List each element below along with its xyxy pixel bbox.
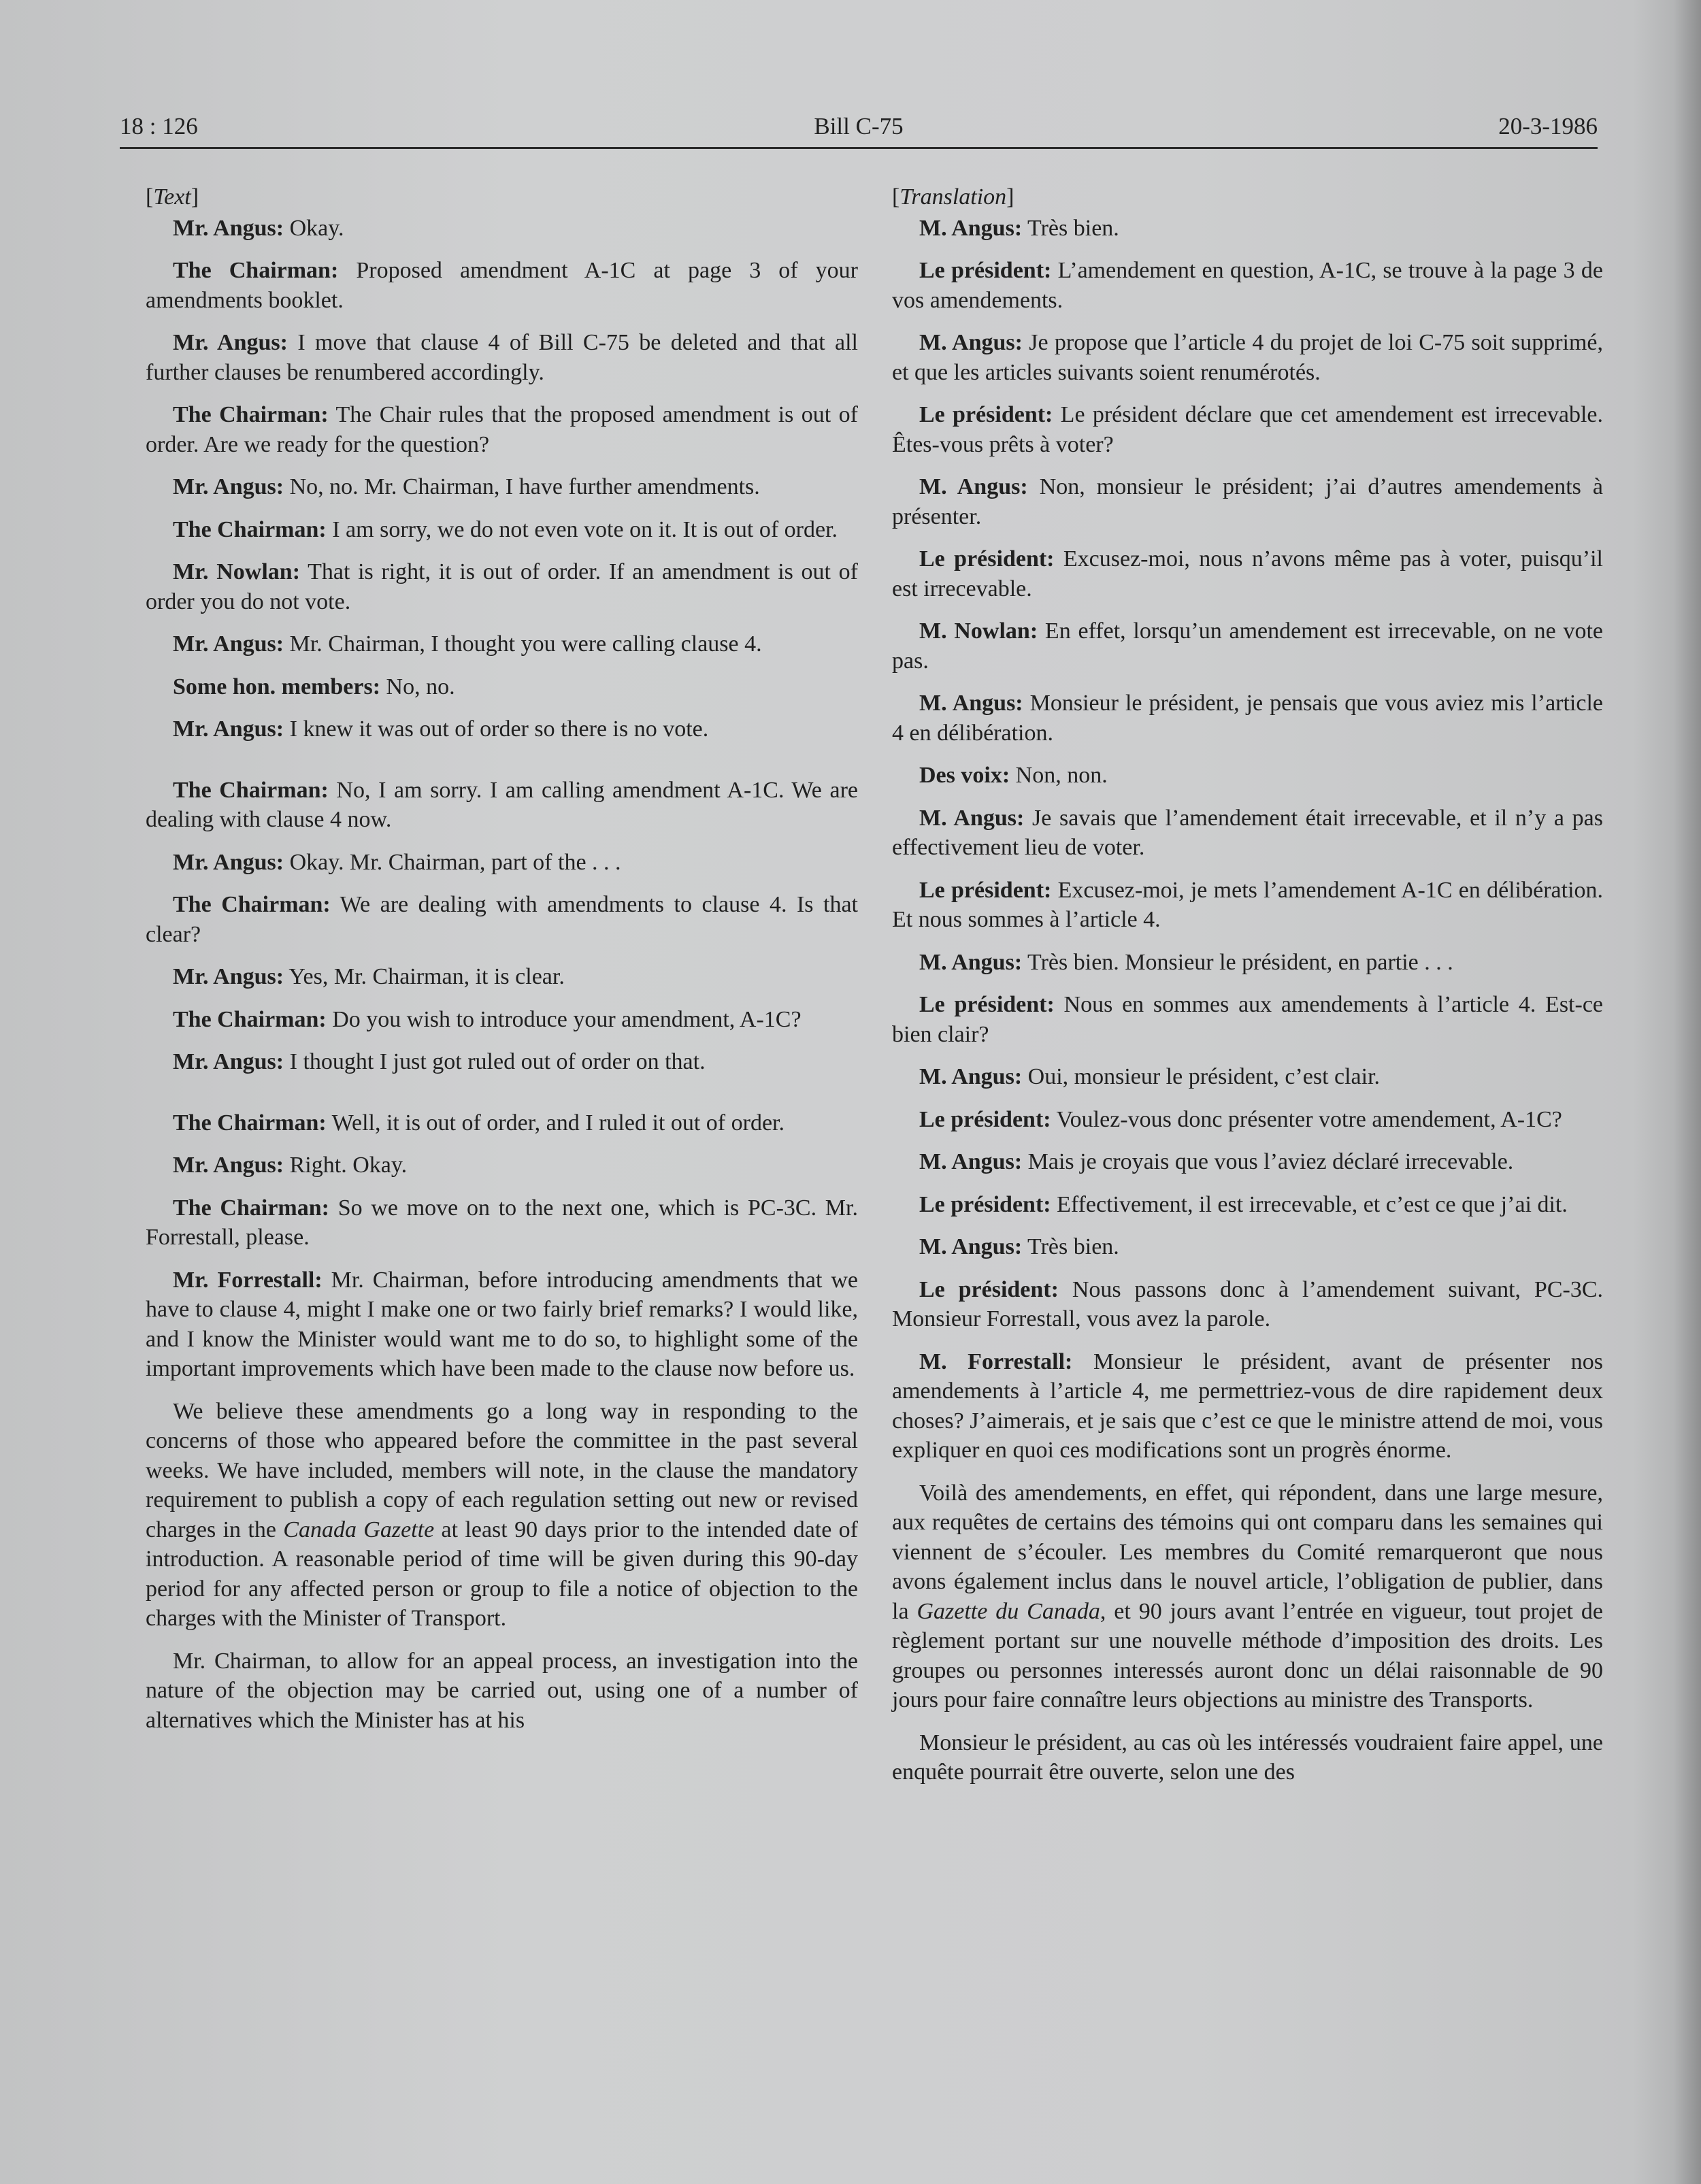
speaker-name: Mr. Angus: (173, 631, 284, 657)
speech-text: Voulez-vous donc présenter votre amendement, A-1C? (1051, 1106, 1562, 1132)
page-header (120, 113, 1598, 148)
speech-text: L’amendement en question, A-1C, se trouve à la page 3 de vos amendements. (892, 258, 1603, 313)
speech-text: No, no. (380, 674, 455, 699)
speech-text: at least 90 days prior to the intended date of introduction. A reasonable period of time will be given during this 90-day period for any affected person or group to file a notice of objection to the charges with the Minister of Transport. (146, 1517, 858, 1631)
transcript-paragraph (146, 472, 858, 502)
transcript-paragraph (146, 714, 858, 744)
speech-text: That is right, it is out of order. If an amendment is out of order you do not vote. (146, 559, 858, 614)
speech-text: Oui, monsieur le président, c’est clair. (1022, 1064, 1381, 1089)
transcript-paragraph (892, 761, 1603, 791)
speech-text: Excusez-moi, nous n’avons même pas à voter, puisqu’il est irrecevable. (892, 546, 1603, 601)
speaker-name: Mr. Nowlan: (173, 559, 301, 584)
speaker-name: Le président: (919, 1106, 1051, 1132)
header-date: 20-3-1986 (1498, 113, 1598, 139)
speech-text: Je propose que l’article 4 du projet de loi C-75 soit supprimé, et que les articles suivants soient renumérotés. (892, 330, 1604, 385)
speech-text: Monsieur le président, je pensais que vous aviez mis l’article 4 en délibération. (892, 691, 1604, 746)
speaker-name: Mr. Forrestall: (173, 1267, 323, 1293)
speech-text: Do you wish to introduce your amendment, A-1C? (326, 1006, 802, 1032)
transcript-paragraph (146, 214, 858, 244)
speech-text: Mais je croyais que vous l’aviez déclaré irrecevable. (1022, 1149, 1514, 1174)
transcript-paragraph (892, 948, 1603, 978)
speech-text: Nous passons donc à l’amendement suivant, PC-3C. Monsieur Forrestall, vous avez la parole. (892, 1276, 1603, 1331)
speaker-name: The Chairman: (173, 1195, 329, 1221)
speaker-name: Mr. Angus: (173, 716, 284, 742)
speech-text: Monsieur le président, avant de présenter nos amendements à l’article 4, me permettriez-vous de dire rapidement deux choses? J’aimerais, et je sais que c’est ce que le ministre attend de moi, vous expliquer en quoi ces modifications sont un progrès énorme. (892, 1349, 1603, 1463)
speech-text: Je savais que l’amendement était irrecevable, et il n’y a pas effectivement lieu de voter. (892, 805, 1603, 860)
speech-text: Okay. (284, 215, 344, 241)
speech-text: Proposed amendment A-1C at page 3 of your amendments booklet. (146, 258, 858, 313)
transcript-paragraph (892, 256, 1603, 315)
transcript-paragraph (146, 890, 858, 949)
speaker-name: Le président: (919, 402, 1053, 427)
speech-text: Très bien. (1022, 1234, 1119, 1259)
transcript-paragraph (892, 689, 1603, 748)
transcript-paragraph (892, 1347, 1603, 1466)
speaker-name: Mr. Angus: (173, 1153, 284, 1178)
transcript-paragraph (146, 1005, 858, 1035)
transcript-paragraph (146, 1397, 858, 1634)
transcript-paragraph (892, 1062, 1603, 1092)
transcript-paragraph (146, 400, 858, 459)
speaker-name: M. Angus: (919, 474, 1028, 499)
speech-text: Très bien. Monsieur le président, en partie . . . (1022, 949, 1453, 975)
bill-title: Bill C-75 (814, 113, 904, 139)
transcript-paragraph (892, 400, 1603, 459)
transcript-paragraph (892, 804, 1603, 863)
speaker-name: M. Angus: (919, 1234, 1023, 1259)
speaker-name: Le président: (919, 1276, 1059, 1302)
transcript-paragraph (892, 328, 1603, 387)
page-edge-shadow (1674, 0, 1701, 2184)
transcript-paragraph (892, 616, 1603, 676)
speaker-name: Le président: (919, 992, 1055, 1017)
transcript-paragraph (146, 1265, 858, 1384)
transcript-paragraph (146, 557, 858, 616)
speech-text: We are dealing with amendments to clause 4. Is that clear? (146, 892, 858, 947)
transcript-paragraph (146, 848, 858, 878)
transcript-paragraph (892, 472, 1603, 531)
speaker-name: Mr. Angus: (173, 849, 284, 875)
speaker-name: M. Angus: (919, 330, 1023, 355)
speaker-name: Mr. Angus: (173, 215, 284, 241)
speech-text: So we move on to the next one, which is PC-3C. Mr. Forrestall, please. (146, 1195, 858, 1250)
speaker-name: The Chairman: (173, 258, 339, 283)
speaker-name: The Chairman: (173, 777, 329, 803)
speaker-name: Mr. Angus: (173, 964, 284, 989)
speaker-name: M. Forrestall: (919, 1349, 1073, 1374)
transcript-paragraph (892, 544, 1603, 603)
transcript-paragraph (892, 1190, 1603, 1220)
speech-text: The Chair rules that the proposed amendment is out of order. Are we ready for the question? (146, 402, 858, 457)
speech-text: No, I am sorry. I am calling amendment A-1C. We are dealing with clause 4 now. (146, 777, 858, 832)
transcript-paragraph (146, 515, 858, 545)
column-label: [Translation] (892, 184, 1014, 210)
speech-text: Le président déclare que cet amendement est irrecevable. Êtes-vous prêts à voter? (892, 402, 1603, 457)
speaker-name: Le président: (919, 1191, 1051, 1217)
speaker-name: The Chairman: (173, 1110, 327, 1136)
speech-text: Effectivement, il est irrecevable, et c’est ce que j’ai dit. (1051, 1191, 1568, 1217)
transcript-paragraph (892, 1147, 1603, 1177)
column-label: [Text] (146, 184, 199, 210)
speaker-name: Le président: (919, 546, 1055, 572)
speaker-name: M. Angus: (919, 949, 1023, 975)
speaker-name: Mr. Angus: (173, 330, 288, 355)
speech-text: Voilà des amendements, en effet, qui répondent, dans une large mesure, aux requêtes de certains des témoins qui ont comparu dans les semaines qui viennent de s’écouler. Les membres du Comité remarqueront que nous avons également inclus dans le nouvel article, l’obligation de publier, dans la (892, 1480, 1603, 1624)
transcript-paragraph (892, 1105, 1603, 1135)
speech-text: Mr. Chairman, to allow for an appeal process, an investigation into the nature of the objection may be carried out, using one of a number of alternatives which the Minister has at his (146, 1648, 858, 1733)
speaker-name: M. Angus: (919, 805, 1025, 831)
transcript-paragraph (146, 776, 858, 835)
speaker-name: Des voix: (919, 763, 1010, 788)
speaker-name: Le président: (919, 258, 1052, 283)
transcript-paragraph (146, 328, 858, 387)
speaker-name: M. Angus: (919, 1064, 1023, 1089)
speech-text: , et 90 jours avant l’entrée en vigueur, tout projet de règlement portant sur une nouvelle méthode d’imposition des droits. Les groupes ou personnes interessés auront donc un délai raisonnable de 90 jours pour faire connaître leurs objections au ministre des Transports. (892, 1598, 1603, 1713)
transcript-paragraph (146, 1047, 858, 1077)
transcript-paragraph (892, 990, 1603, 1049)
header-rule (120, 147, 1598, 149)
transcript-paragraph (146, 256, 858, 315)
speech-text: We believe these amendments go a long way in responding to the concerns of those who appeared before the committee in the past several weeks. We have included, members will note, in the clause the mandatory requirement to publish a copy of each regulation setting out new or revised charges in the (146, 1398, 858, 1542)
speech-text: Okay. Mr. Chairman, part of the . . . (284, 849, 621, 875)
french-column (892, 182, 1603, 1800)
speech-text: Non, monsieur le président; j’ai d’autres amendements à présenter. (892, 474, 1604, 529)
speaker-name: M. Nowlan: (919, 618, 1038, 644)
speech-text: Très bien. (1022, 215, 1119, 241)
speech-text: Yes, Mr. Chairman, it is clear. (284, 964, 565, 989)
speech-text: Well, it is out of order, and I ruled it out of order. (326, 1110, 785, 1136)
speaker-name: M. Angus: (919, 691, 1023, 716)
transcript-paragraph (892, 1478, 1603, 1715)
speech-text: Right. Okay. (284, 1153, 408, 1178)
speech-text: Excusez-moi, je mets l’amendement A-1C en délibération. Et nous sommes à l’article 4. (892, 877, 1604, 932)
speech-text: Monsieur le président, au cas où les intéressés voudraient faire appel, une enquête pourrait être ouverte, selon une des (892, 1730, 1603, 1785)
english-column (146, 182, 858, 1748)
transcript-paragraph (892, 214, 1603, 244)
speaker-name: M. Angus: (919, 1149, 1023, 1174)
speaker-name: The Chairman: (173, 402, 329, 427)
speaker-name: The Chairman: (173, 516, 327, 542)
transcript-paragraph (146, 962, 858, 992)
transcript-paragraph (146, 1108, 858, 1138)
speaker-name: M. Angus: (919, 215, 1023, 241)
speech-text: Mr. Chairman, before introducing amendments that we have to clause 4, might I make one or two fairly brief remarks? I would like, and I know the Minister would want me to do so, to highlight some of the important improvements which have been made to the clause now before us. (146, 1267, 858, 1381)
speech-text: En effet, lorsqu’un amendement est irrecevable, on ne vote pas. (892, 618, 1603, 674)
speech-text: I am sorry, we do not even vote on it. It is out of order. (326, 516, 838, 542)
transcript-paragraph (146, 1151, 858, 1180)
page-number: 18 : 126 (120, 113, 198, 139)
speaker-name: The Chairman: (173, 1006, 327, 1032)
speaker-name: The Chairman: (173, 892, 331, 917)
transcript-paragraph (892, 1275, 1603, 1334)
speech-text: I thought I just got ruled out of order on that. (284, 1049, 706, 1074)
transcript-paragraph (146, 629, 858, 659)
speech-text: Non, non. (1010, 763, 1108, 788)
speech-text: I knew it was out of order so there is no vote. (284, 716, 709, 742)
speaker-name: Le président: (919, 877, 1052, 903)
publication-title: Canada Gazette (283, 1517, 435, 1542)
speaker-name: Some hon. members: (173, 674, 381, 699)
transcript-paragraph (146, 1647, 858, 1736)
transcript-paragraph (892, 876, 1603, 935)
transcript-paragraph (892, 1232, 1603, 1262)
transcript-paragraph (892, 1728, 1603, 1787)
speaker-name: Mr. Angus: (173, 474, 284, 499)
speaker-name: Mr. Angus: (173, 1049, 284, 1074)
transcript-paragraph (146, 672, 858, 702)
publication-title: Gazette du Canada (916, 1598, 1100, 1624)
speech-text: Nous en sommes aux amendements à l’article 4. Est-ce bien clair? (892, 992, 1603, 1047)
speech-text: Mr. Chairman, I thought you were calling clause 4. (284, 631, 762, 657)
transcript-paragraph (146, 1193, 858, 1253)
speech-text: No, no. Mr. Chairman, I have further amendments. (284, 474, 760, 499)
speech-text: I move that clause 4 of Bill C-75 be deleted and that all further clauses be renumbered accordingly. (146, 330, 858, 385)
